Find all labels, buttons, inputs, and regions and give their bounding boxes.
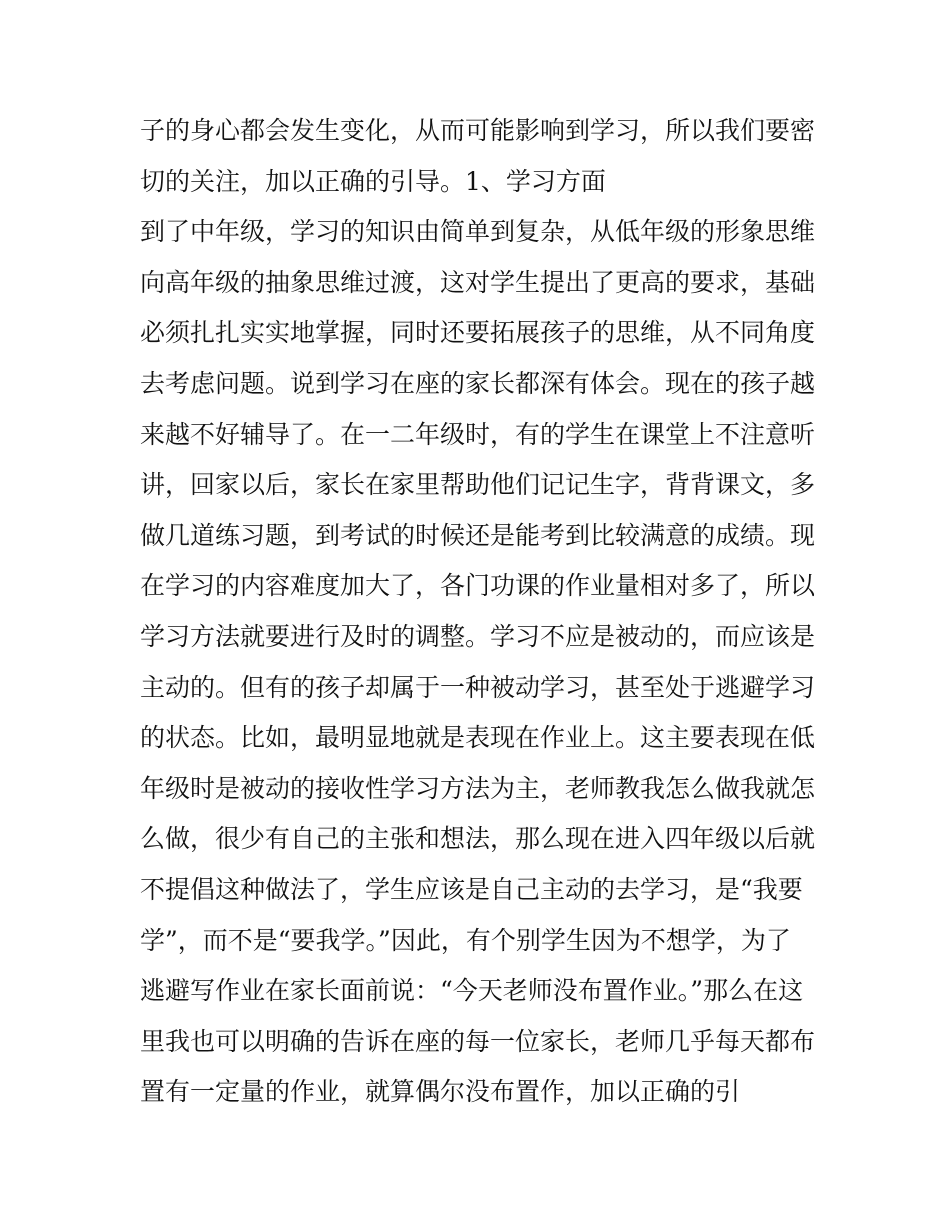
text-line-13: 的状态。比如，最明显地就是表现在作业上。这主要表现在低 <box>140 723 816 753</box>
text-line-17: 学”，而不是“要我学。”因此，有个别学生因为不想学，为了 <box>140 925 791 955</box>
text-line-6: 去考虑问题。说到学习在座的家长都深有体会。现在的孩子越 <box>140 368 816 398</box>
text-line-1: 子的身心都会发生变化，从而可能影响到学习，所以我们要密 <box>140 116 816 145</box>
text-line-9: 做几道练习题，到考试的时候还是能考到比较满意的成绩。现 <box>140 520 816 550</box>
text-line-16: 不提倡这种做法了，学生应该是自己主动的去学习，是“我要 <box>140 874 803 904</box>
text-line-2: 切的关注，加以正确的引导。1、学习方面 <box>140 166 606 196</box>
text-line-14: 年级时是被动的接收性学习方法为主，老师教我怎么做我就怎 <box>140 773 816 803</box>
text-line-10: 在学习的内容难度加大了，各门功课的作业量相对多了，所以 <box>140 571 816 601</box>
text-line-5: 必须扎扎实实地掌握，同时还要拓展孩子的思维，从不同角度 <box>140 318 816 348</box>
text-line-12: 主动的。但有的孩子却属于一种被动学习，甚至处于逃避学习 <box>140 672 816 702</box>
text-line-4: 向高年级的抽象思维过渡，这对学生提出了更高的要求，基础 <box>140 267 816 297</box>
text-line-18: 逃避写作业在家长面前说：“今天老师没布置作业。”那么在这 <box>140 976 804 1006</box>
body-text <box>140 106 840 1118</box>
text-line-3: 到了中年级，学习的知识由简单到复杂，从低年级的形象思维 <box>140 217 816 247</box>
text-line-19: 里我也可以明确的告诉在座的每一位家长，老师几乎每天都布 <box>140 1026 816 1056</box>
text-line-8: 讲，回家以后，家长在家里帮助他们记记生字，背背课文，多 <box>140 470 816 500</box>
text-line-20: 置有一定量的作业，就算偶尔没布置作，加以正确的引 <box>140 1077 741 1107</box>
text-line-11: 学习方法就要进行及时的调整。学习不应是被动的，而应该是 <box>140 621 816 651</box>
text-line-7: 来越不好辅导了。在一二年级时，有的学生在课堂上不注意听 <box>140 419 816 449</box>
text-line-15: 么做，很少有自己的主张和想法，那么现在进入四年级以后就 <box>140 824 816 854</box>
